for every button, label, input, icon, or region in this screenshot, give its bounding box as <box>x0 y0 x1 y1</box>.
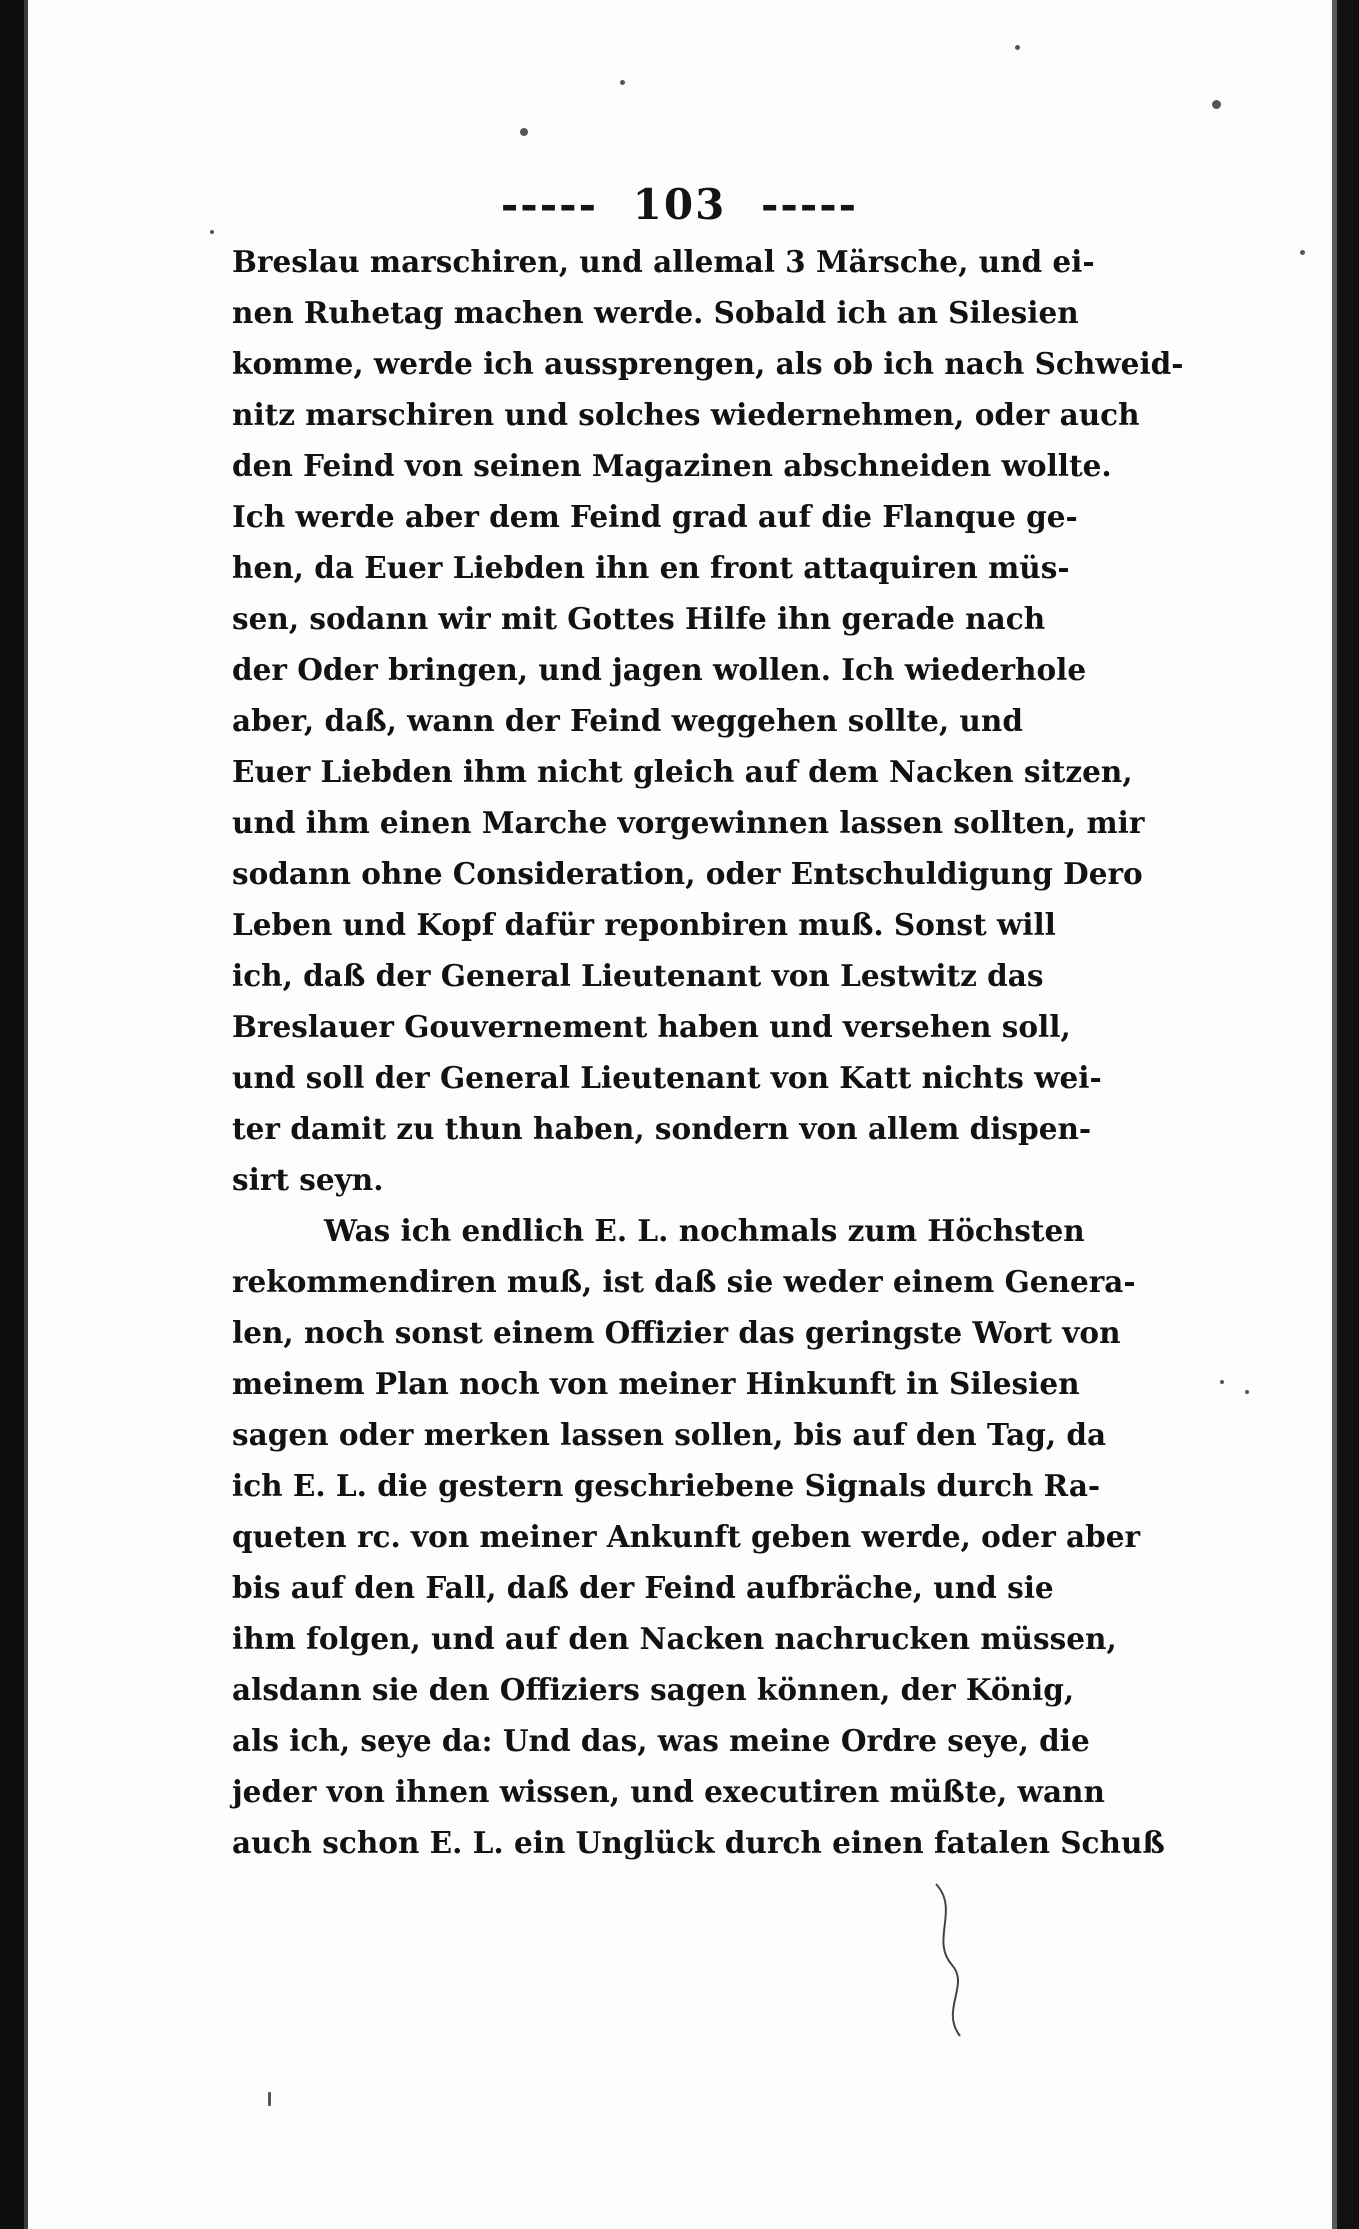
text-line: Euer Liebden ihm nicht gleich auf dem Nacken sitzen, <box>232 754 1133 789</box>
stray-pencil-mark <box>930 1880 970 2040</box>
text-line: als ich, seye da: Und das, was meine Ordre seye, die <box>232 1723 1090 1758</box>
text-line: ter damit zu thun haben, sondern von allem dispen- <box>232 1111 1092 1146</box>
header-rule-left: ----- <box>500 180 599 229</box>
text-line: und soll der General Lieutenant von Katt nichts wei- <box>232 1060 1102 1095</box>
text-line: sirt seyn. <box>232 1162 384 1197</box>
paragraph-start-line: Was ich endlich E. L. nochmals zum Höchsten <box>324 1213 1085 1248</box>
page-right-shadow <box>1332 0 1337 2229</box>
header-rule-right: ----- <box>760 180 859 229</box>
page-right-border <box>1337 0 1359 2229</box>
text-line: den Feind von seinen Magazinen abschneiden wollte. <box>232 448 1112 483</box>
text-line: Breslau marschiren, und allemal 3 Märsche, und ei- <box>232 244 1095 279</box>
text-line: Breslauer Gouvernement haben und versehen soll, <box>232 1009 1071 1044</box>
text-line: komme, werde ich aussprengen, als ob ich nach Schweid- <box>232 346 1184 381</box>
ink-speck <box>210 230 214 234</box>
body-text <box>232 236 1184 1868</box>
text-line: sen, sodann wir mit Gottes Hilfe ihn gerade nach <box>232 601 1046 636</box>
text-line: auch schon E. L. ein Unglück durch einen fatalen Schuß <box>232 1825 1165 1860</box>
ink-speck <box>620 80 625 85</box>
text-line: Ich werde aber dem Feind grad auf die Flanque ge- <box>232 499 1078 534</box>
text-line: sagen oder merken lassen sollen, bis auf den Tag, da <box>232 1417 1107 1452</box>
text-line: queten rc. von meiner Ankunft geben werde, oder aber <box>232 1519 1141 1554</box>
text-line: der Oder bringen, und jagen wollen. Ich wiederhole <box>232 652 1087 687</box>
ink-speck <box>520 128 528 136</box>
ink-speck <box>1220 1380 1224 1384</box>
text-line: meinem Plan noch von meiner Hinkunft in Silesien <box>232 1366 1080 1401</box>
ink-speck <box>268 2092 271 2106</box>
text-line: nen Ruhetag machen werde. Sobald ich an Silesien <box>232 295 1079 330</box>
text-line: ihm folgen, und auf den Nacken nachrucken müssen, <box>232 1621 1117 1656</box>
text-line: sodann ohne Consideration, oder Entschuldigung Dero <box>232 856 1143 891</box>
text-line: aber, daß, wann der Feind weggehen sollte, und <box>232 703 1023 738</box>
text-line: und ihm einen Marche vorgewinnen lassen sollten, mir <box>232 805 1145 840</box>
text-line: len, noch sonst einem Offizier das geringste Wort von <box>232 1315 1121 1350</box>
text-line: rekommendiren muß, ist daß sie weder einem Genera- <box>232 1264 1136 1299</box>
page-left-shadow <box>24 0 28 2229</box>
text-line: ich, daß der General Lieutenant von Lestwitz das <box>232 958 1044 993</box>
page-number: 103 <box>632 180 727 229</box>
ink-speck <box>1015 45 1020 50</box>
page-left-border <box>0 0 24 2229</box>
text-line: bis auf den Fall, daß der Feind aufbräche, und sie <box>232 1570 1054 1605</box>
text-line: alsdann sie den Offiziers sagen können, der König, <box>232 1672 1075 1707</box>
ink-speck <box>1212 100 1221 109</box>
text-line: Leben und Kopf dafür reponbiren muß. Sonst will <box>232 907 1056 942</box>
text-line: jeder von ihnen wissen, und executiren müßte, wann <box>232 1774 1105 1809</box>
text-line: nitz marschiren und solches wiedernehmen, oder auch <box>232 397 1140 432</box>
ink-speck <box>1245 1390 1249 1394</box>
text-line: hen, da Euer Liebden ihn en front attaquiren müs- <box>232 550 1070 585</box>
text-line: ich E. L. die gestern geschriebene Signals durch Ra- <box>232 1468 1101 1503</box>
ink-speck <box>1300 250 1305 255</box>
page-header <box>0 180 1359 229</box>
